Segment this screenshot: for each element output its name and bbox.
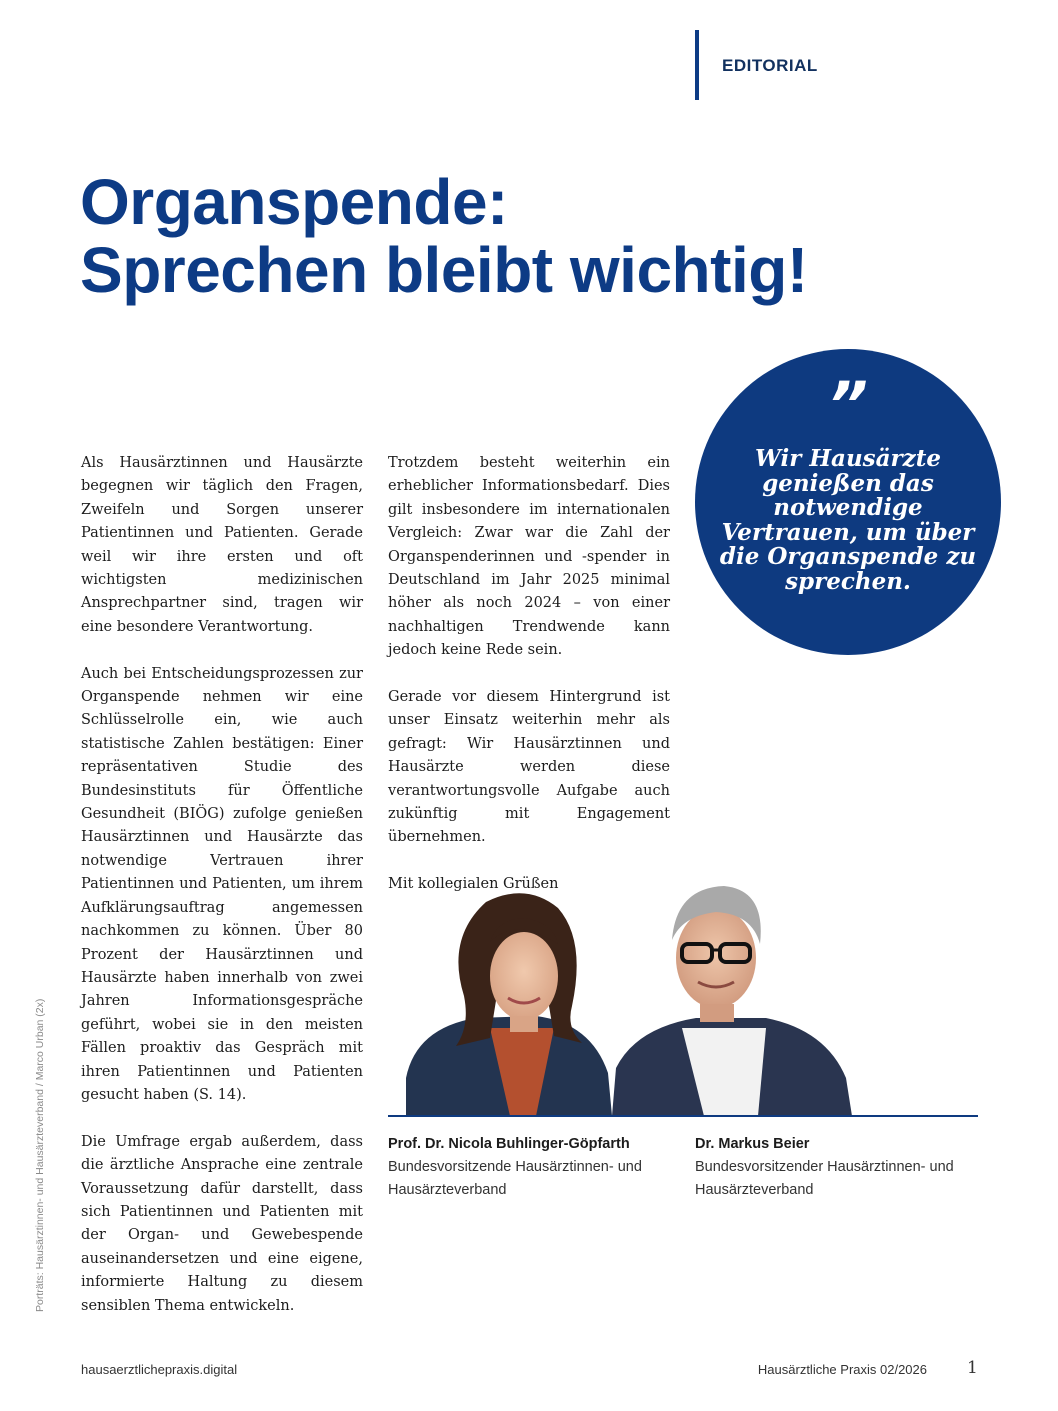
photo-divider [388, 1115, 978, 1117]
title-line-1: Organspende: [80, 166, 508, 238]
body-column-left [81, 452, 363, 1341]
paragraph: Gerade vor diesem Hintergrund ist unser Einsatz weiterhin mehr als gefragt: Wir Hausärztinnen und Hausärzte werden diese verantwortungsvolle Aufgabe auch zukünftig mit Engagement übernehmen. [388, 689, 670, 846]
section-accent-bar [695, 30, 699, 100]
signatory-role: Bundesvorsitzende Hausärztinnen- und Hausärzteverband [388, 1159, 642, 1198]
article-title [80, 168, 808, 304]
portrait-woman [406, 893, 612, 1116]
pull-quote [695, 349, 1001, 655]
quote-mark-icon: ” [828, 368, 868, 441]
section-label: EDITORIAL [722, 56, 818, 75]
closing-greeting: Mit kollegialen Grüßen [388, 876, 559, 893]
portrait-man [612, 886, 852, 1116]
title-line-2: Sprechen bleibt wichtig! [80, 234, 808, 306]
paragraph: Trotzdem besteht weiterhin ein erheblicher Informationsbedarf. Dies gilt insbesondere im internationalen Vergleich: Zwar war die Zahl der Organspenderinnen und -spender in Deutschland im Jahr 2025 minimal höher als noch 2024 – von einer nachhaltigen Trendwende kann jedoch keine Rede sein. [388, 455, 670, 659]
footer-website: hausaerztlichepraxis.digital [81, 1362, 238, 1377]
paragraph: Die Umfrage ergab außerdem, dass die ärztliche Ansprache eine zentrale Voraussetzung dafür darstellt, dass sich Patientinnen und Patienten mit der Organ- und Gewebespende auseinandersetzen und eine eigene, informierte Haltung zu diesem sensiblen Thema entwickeln. [81, 1133, 363, 1314]
paragraph: Auch bei Entscheidungsprozessen zur Organspende nehmen wir eine Schlüsselrolle ein, wie auch statistische Zahlen bestätigen: Einer repräsentativen Studie des Bundesinstituts für Öffentliche Gesundheit (BIÖG) zufolge genießen Hausärztinnen und Hausärzte das notwendige Vertrauen ihrer Patientinnen und Patienten, um ihrem Aufklärungsauftrag angemessen nachkommen zu können. Über 80 Prozent der Hausärztinnen und Hausärzte haben innerhalb von zwei Jahren Informationsgespräche geführt, wobei sie in den meisten Fällen proaktiv das Gespräch mit ihren Patientinnen und Patienten gesucht haben (S. 14). [81, 665, 363, 1103]
signatory-2 [695, 1133, 995, 1202]
paragraph: Als Hausärztinnen und Hausärzte begegnen wir täglich den Fragen, Zweifeln und Sorgen unserer Patientinnen und Patienten. Gerade weil wir ihre ersten und oft wichtigsten medizinischen Ansprechpartner sind, tragen wir eine besondere Verantwortung. [81, 455, 363, 635]
photo-credit: Porträts: Hausärztinnen- und Hausärzteverband / Marco Urban (2x) [34, 998, 46, 1312]
signatory-1 [388, 1133, 688, 1202]
signatory-name: Dr. Markus Beier [695, 1136, 810, 1152]
footer-issue: Hausärztliche Praxis 02/2026 [757, 1362, 927, 1377]
signatory-role: Bundesvorsitzender Hausärztinnen- und Hausärzteverband [695, 1159, 954, 1198]
pull-quote-text: Wir Hausärzte genießen das notwendige Vertrauen, um über die Organspende zu sprechen. [719, 445, 977, 595]
page-number: 1 [967, 1358, 978, 1378]
body-column-middle [388, 452, 670, 920]
portrait-photo [386, 878, 978, 1116]
signatory-name: Prof. Dr. Nicola Buhlinger-Göpfarth [388, 1136, 630, 1152]
